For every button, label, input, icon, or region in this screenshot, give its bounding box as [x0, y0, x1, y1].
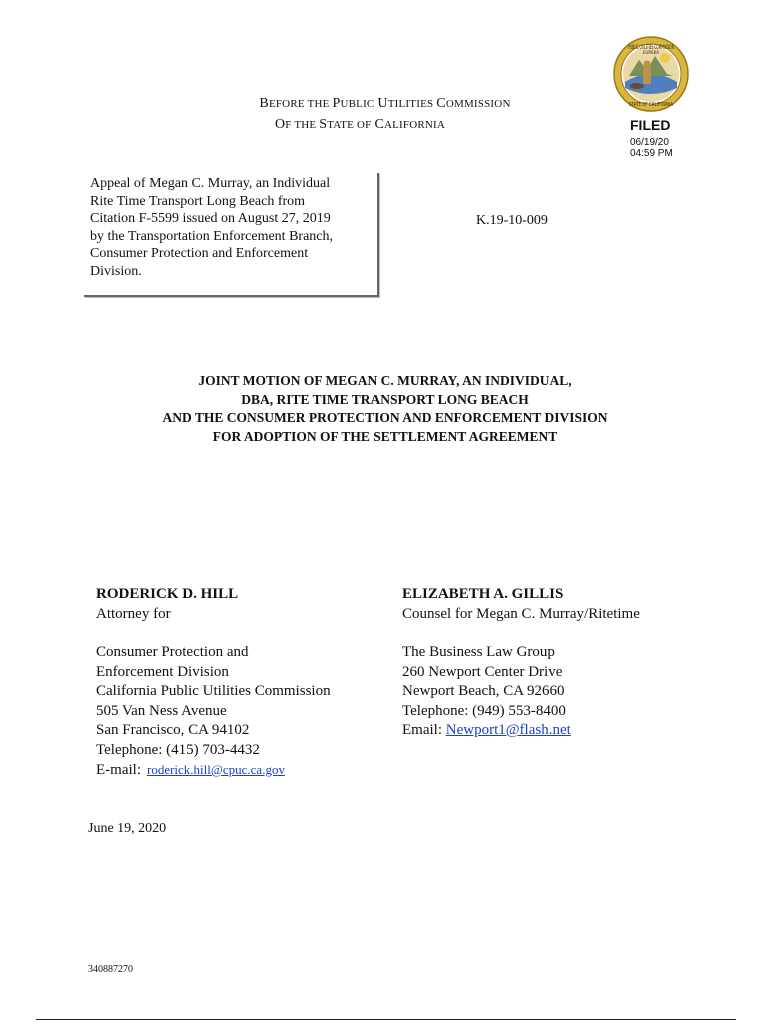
address-line: Consumer Protection and	[96, 644, 249, 660]
caption-line: by the Transportation Enforcement Branch,	[90, 228, 334, 244]
left-attorney-block	[96, 585, 386, 781]
title-line: AND THE CONSUMER PROTECTION AND ENFORCEMENT DIVISION	[162, 410, 608, 425]
seal-motto: EUREKA	[642, 50, 660, 55]
right-email-row	[402, 721, 702, 741]
address-line: The Business Law Group	[402, 644, 555, 660]
address-line: California Public Utilities Commission	[96, 683, 331, 699]
caption-line: Rite Time Transport Long Beach from	[90, 193, 306, 209]
caption-line: Citation F-5599 issued on August 27, 2019	[90, 211, 331, 227]
filed-time: 04:59 PM	[630, 148, 673, 159]
motion-title	[0, 372, 770, 446]
document-date: June 19, 2020	[88, 821, 167, 836]
right-attorney-name: ELIZABETH A. GILLIS	[402, 586, 564, 602]
address-line: Telephone: (415) 703-4432	[96, 741, 260, 758]
address-line: San Francisco, CA 94102	[96, 722, 250, 738]
address-line: Enforcement Division	[96, 663, 229, 680]
title-line: JOINT MOTION OF MEGAN C. MURRAY, AN INDIVIDUAL,	[198, 373, 572, 388]
left-email-row	[96, 760, 386, 781]
case-number: K.19-10-009	[476, 213, 548, 228]
left-attorney-role: Attorney for	[96, 605, 171, 622]
header-line-2: OF THE STATE OF CALIFORNIA	[274, 117, 446, 132]
seal-top-text: PUBLIC UTILITIES COMMISSION	[628, 44, 674, 51]
right-email-link[interactable]: Newport1@flash.net	[445, 722, 571, 738]
caption-line: Division.	[90, 263, 142, 279]
filed-label: FILED	[630, 117, 671, 133]
right-attorney-block	[402, 585, 702, 741]
address-line: 260 Newport Center Drive	[402, 663, 563, 680]
title-line: DBA, RITE TIME TRANSPORT LONG BEACH	[241, 391, 529, 407]
title-line: FOR ADOPTION OF THE SETTLEMENT AGREEMENT	[212, 428, 558, 444]
document-id: 340887270	[88, 964, 133, 975]
address-line: Telephone: (949) 553-8400	[402, 702, 566, 719]
email-label: Email:	[402, 722, 442, 738]
caption-line: Consumer Protection and Enforcement	[90, 246, 309, 262]
right-attorney-role: Counsel for Megan C. Murray/Ritetime	[402, 605, 640, 622]
left-attorney-name: RODERICK D. HILL	[96, 586, 239, 602]
header-line-1: BEFORE THE PUBLIC UTILITIES COMMISSION	[259, 96, 511, 111]
address-line: Newport Beach, CA 92660	[402, 683, 565, 699]
seal-bottom-text: STATE OF CALIFORNIA	[629, 102, 674, 108]
email-label: E-mail:	[96, 762, 141, 778]
bottom-divider	[36, 1019, 736, 1020]
left-email-link[interactable]: roderick.hill@cpuc.ca.gov	[147, 762, 285, 777]
filed-date: 06/19/20	[630, 137, 669, 148]
caption-line: Appeal of Megan C. Murray, an Individual	[90, 176, 331, 191]
case-caption	[90, 175, 370, 281]
address-line: 505 Van Ness Avenue	[96, 702, 227, 719]
